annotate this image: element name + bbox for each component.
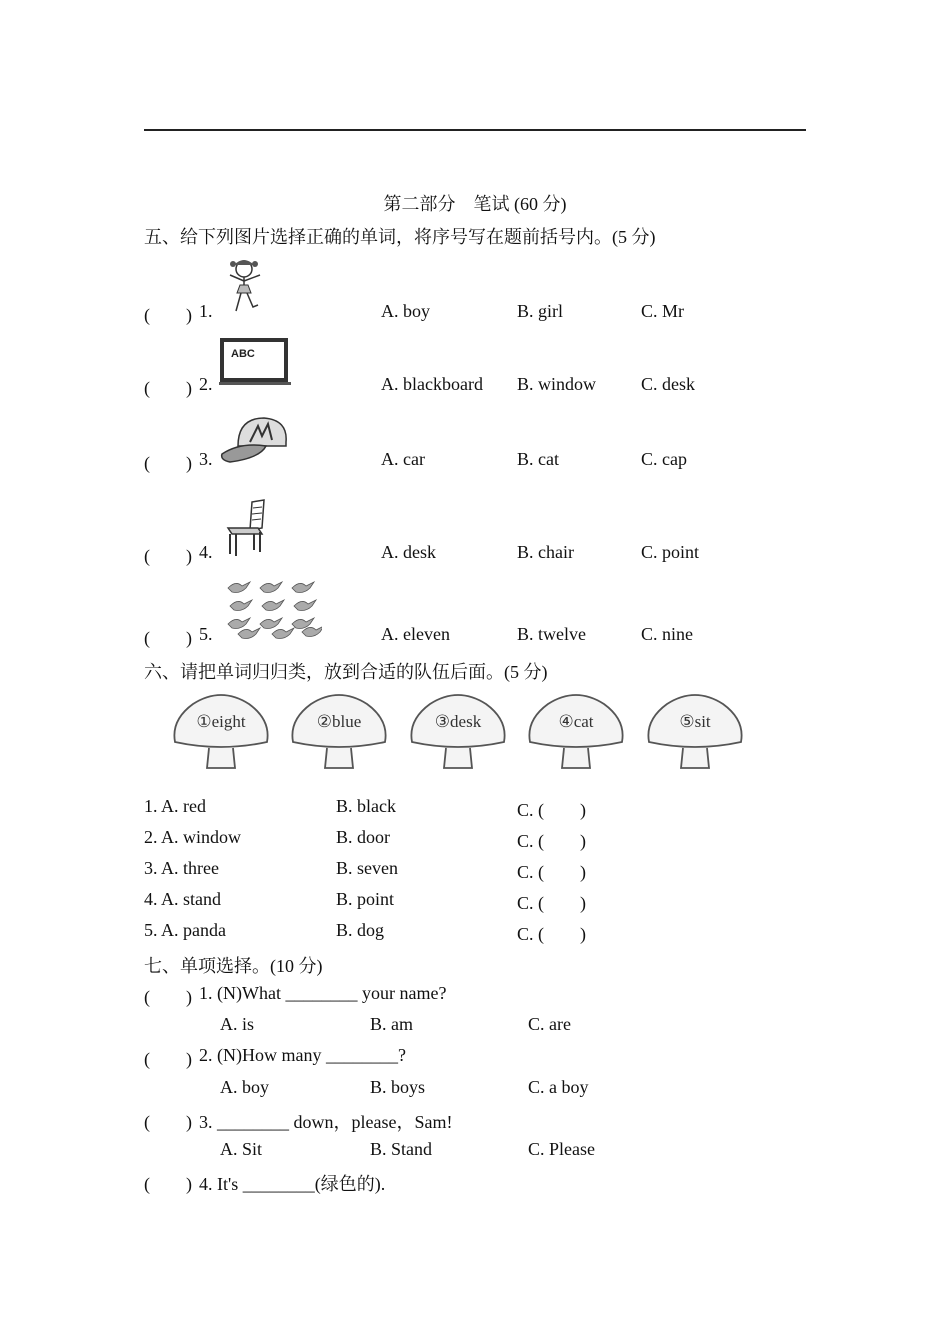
mushroom-3 xyxy=(408,690,508,772)
s6-row-1-b: B. black xyxy=(336,796,396,816)
part-title: 第二部分 笔试 (60 分) xyxy=(383,194,567,214)
q7-1-bracket[interactable]: ( ) xyxy=(144,987,192,1007)
s6-row-4-b: B. point xyxy=(336,889,395,909)
q7-4-bracket[interactable]: ( ) xyxy=(144,1174,192,1194)
q7-2-stem: 2. (N)How many ________? xyxy=(199,1045,406,1065)
q5-3-option-a: A. car xyxy=(381,449,425,469)
q5-4-option-b: B. chair xyxy=(517,542,574,562)
q5-1-bracket[interactable]: ( ) xyxy=(144,305,192,325)
q5-1-num: 1. xyxy=(199,301,213,321)
chair-icon xyxy=(222,498,270,558)
q7-3-option-b: B. Stand xyxy=(370,1139,433,1159)
q5-4-num: 4. xyxy=(199,542,213,562)
q7-2-option-c: C. a boy xyxy=(528,1077,589,1097)
mushroom-2 xyxy=(289,690,389,772)
q5-1-option-c: C. Mr xyxy=(641,301,685,321)
q5-2-option-a: A. blackboard xyxy=(381,374,483,394)
q7-3-bracket[interactable]: ( ) xyxy=(144,1112,192,1132)
q5-5-bracket[interactable]: ( ) xyxy=(144,628,192,648)
s6-row-2-a: 2. A. window xyxy=(144,827,242,847)
s6-row-3-a: 3. A. three xyxy=(144,858,219,878)
q5-3-option-c: C. cap xyxy=(641,449,687,469)
q7-3-stem: 3. ________ down，please，Sam! xyxy=(199,1112,453,1132)
q5-4-bracket[interactable]: ( ) xyxy=(144,546,192,566)
q5-4-option-a: A. desk xyxy=(381,542,436,562)
q5-2-option-c: C. desk xyxy=(641,374,695,394)
q5-3-bracket[interactable]: ( ) xyxy=(144,453,192,473)
q7-2-bracket[interactable]: ( ) xyxy=(144,1049,192,1069)
mushroom-5-label: ⑤sit xyxy=(679,712,711,731)
q5-5-option-c: C. nine xyxy=(641,624,693,644)
s6-row-4-a: 4. A. stand xyxy=(144,889,222,909)
q5-2-bracket[interactable]: ( ) xyxy=(144,378,192,398)
mushroom-4 xyxy=(526,690,626,772)
q7-1-option-c: C. are xyxy=(528,1014,571,1034)
q7-4-stem: 4. It's ________(绿色的). xyxy=(199,1174,386,1194)
header-rule xyxy=(144,129,806,131)
q7-1-option-b: B. am xyxy=(370,1014,413,1034)
blackboard-icon xyxy=(219,337,291,387)
q7-3-option-c: C. Please xyxy=(528,1139,595,1159)
mushroom-4-label: ④cat xyxy=(558,712,594,731)
q7-1-stem: 1. (N)What ________ your name? xyxy=(199,983,447,1003)
mushroom-1-label: ①eight xyxy=(196,712,246,731)
girl-icon xyxy=(220,255,270,317)
q5-2-num: 2. xyxy=(199,374,213,394)
q5-5-num: 5. xyxy=(199,624,213,644)
q7-1-option-a: A. is xyxy=(220,1014,255,1034)
birds-icon xyxy=(226,578,322,640)
s6-row-2-b: B. door xyxy=(336,827,390,847)
q5-4-option-c: C. point xyxy=(641,542,700,562)
s6-row-5-b: B. dog xyxy=(336,920,385,940)
s6-row-2-c[interactable]: C. ( ) xyxy=(517,831,586,851)
mushroom-3-label: ③desk xyxy=(434,712,482,731)
section7-heading: 七、单项选择。(10 分) xyxy=(144,956,323,976)
cap-icon xyxy=(220,412,292,468)
q7-2-option-a: A. boy xyxy=(220,1077,269,1097)
mushroom-2-label: ②blue xyxy=(316,712,362,731)
mushroom-5 xyxy=(645,690,745,772)
s6-row-3-b: B. seven xyxy=(336,858,398,878)
s6-row-5-a: 5. A. panda xyxy=(144,920,226,940)
section6-heading: 六、请把单词归归类，放到合适的队伍后面。(5 分) xyxy=(144,662,548,682)
q5-2-option-b: B. window xyxy=(517,374,597,394)
q5-1-option-b: B. girl xyxy=(517,301,564,321)
blackboard-text: ABC xyxy=(231,348,255,360)
q5-5-option-a: A. eleven xyxy=(381,624,450,644)
s6-row-1-a: 1. A. red xyxy=(144,796,206,816)
section5-heading: 五、给下列图片选择正确的单词，将序号写在题前括号内。(5 分) xyxy=(144,227,656,247)
s6-row-1-c[interactable]: C. ( ) xyxy=(517,800,586,820)
q5-3-num: 3. xyxy=(199,449,213,469)
q5-1-option-a: A. boy xyxy=(381,301,430,321)
q7-2-option-b: B. boys xyxy=(370,1077,426,1097)
q5-3-option-b: B. cat xyxy=(517,449,559,469)
s6-row-5-c[interactable]: C. ( ) xyxy=(517,924,586,944)
s6-row-4-c[interactable]: C. ( ) xyxy=(517,893,586,913)
s6-row-3-c[interactable]: C. ( ) xyxy=(517,862,586,882)
mushroom-1 xyxy=(171,690,271,772)
q7-3-option-a: A. Sit xyxy=(220,1139,263,1159)
q5-5-option-b: B. twelve xyxy=(517,624,586,644)
